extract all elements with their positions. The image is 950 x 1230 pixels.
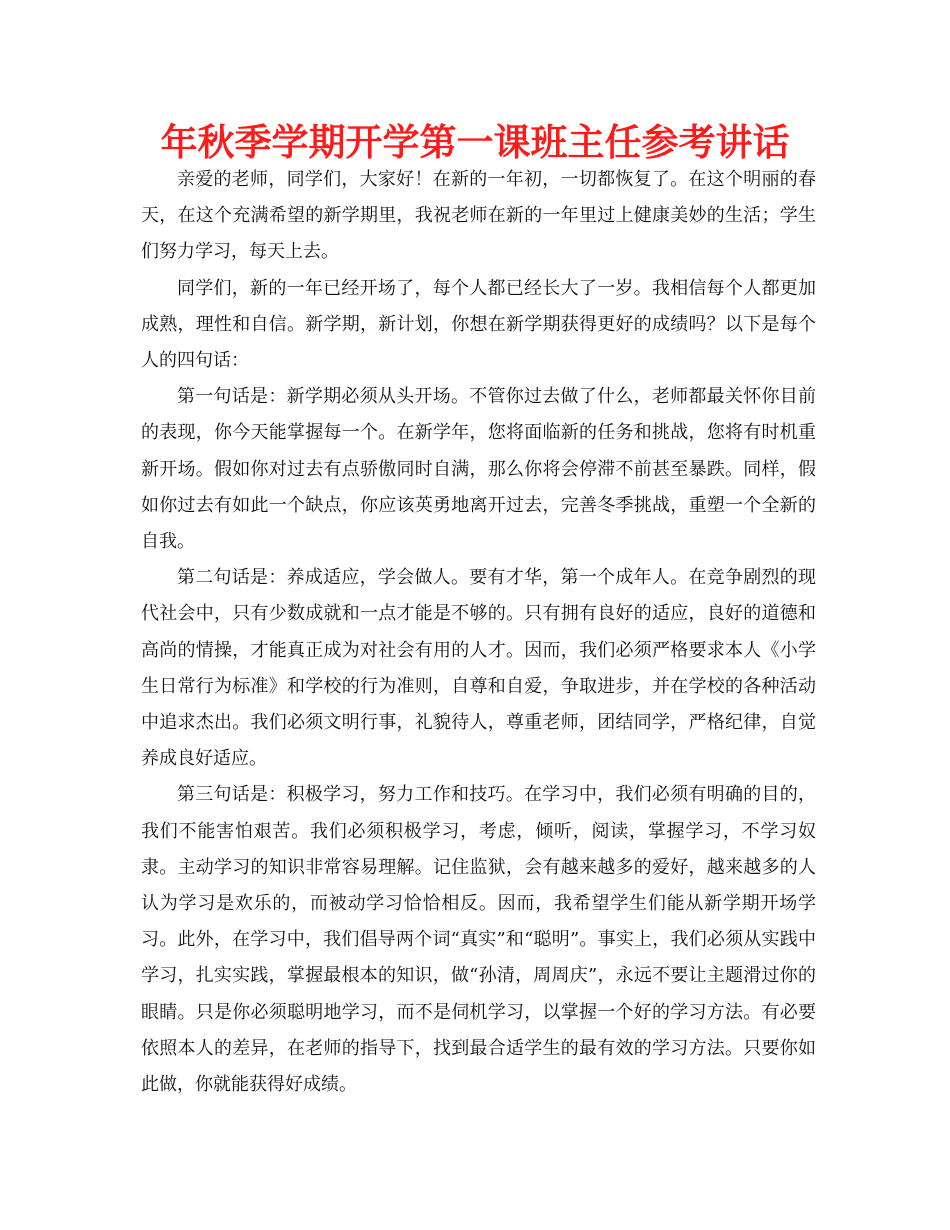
document-title: 年秋季学期开学第一课班主任参考讲话 (160, 121, 790, 164)
document-body (141, 162, 816, 1103)
paragraph-second-sentence: 第二句话是：养成适应，学会做人。要有才华，第一个成年人。在竞争剧烈的现代社会中，只有少数成就和一点才能是不够的。只有拥有良好的适应，良好的道德和高尚的情操，才能真正成为对社会有用的人才。因而，我们必须严格要求本人《小学生日常行为标准》和学校的行为准则，自尊和自爱，争取进步，并在学校的各种活动中追求杰出。我们必须文明行事，礼貌待人，尊重老师，团结同学，严格纪律，自觉养成良好适应。 (141, 567, 816, 770)
paragraph-greeting: 亲爱的老师，同学们，大家好！在新的一年初，一切都恢复了。在这个明丽的春天，在这个充满希望的新学期里，我祝老师在新的一年里过上健康美妙的生活；学生们努力学习，每天上去。 (141, 169, 816, 263)
paragraph-third-sentence: 第三句话是：积极学习，努力工作和技巧。在学习中，我们必须有明确的目的，我们不能害怕艰苦。我们必须积极学习，考虑，倾听，阅读，掌握学习，不学习奴隶。主动学习的知识非常容易理解。记住监狱，会有越来越多的爱好，越来越多的人认为学习是欢乐的，而被动学习恰恰相反。因而，我希望学生们能从新学期开场学习。此外，在学习中，我们倡导两个词“真实”和“聪明”。事实上，我们必须从实践中学习，扎实实践，掌握最根本的知识，做“孙清，周周庆”，永远不要让主题滑过你的眼睛。只是你必须聪明地学习，而不是伺机学习，以掌握一个好的学习方法。有必要依照本人的差异，在老师的指导下，找到最合适学生的最有效的学习方法。只要你如此做，你就能获得好成绩。 (141, 784, 816, 1096)
paragraph-intro: 同学们，新的一年已经开场了，每个人都已经长大了一岁。我相信每个人都更加成熟，理性和自信。新学期，新计划，你想在新学期获得更好的成绩吗？以下是每个人的四句话： (141, 277, 816, 372)
paragraph-first-sentence: 第一句话是：新学期必须从头开场。不管你过去做了什么，老师都最关怀你目前的表现，你今天能掌握每一个。在新学年，您将面临新的任务和挑战，您将有时机重新开场。假如你对过去有点骄傲同时自满，那么你将会停滞不前甚至暴跌。同样，假如你过去有如此一个缺点，你应该英勇地离开过去，完善冬季挑战，重塑一个全新的自我。 (141, 386, 816, 553)
